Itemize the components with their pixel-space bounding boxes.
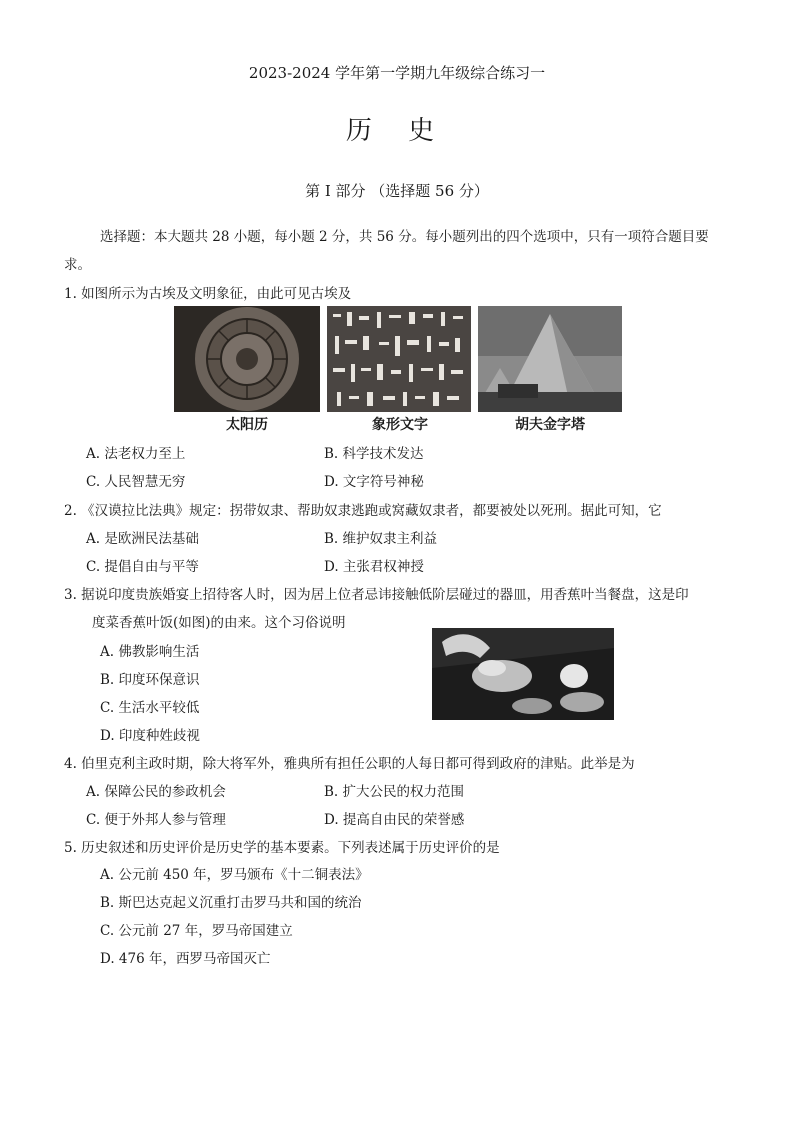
q4-option-a[interactable]: A. 保障公民的参政机会	[86, 784, 226, 800]
q5-option-a[interactable]: A. 公元前 450 年，罗马颁布《十二铜表法》	[100, 867, 369, 883]
q1-option-b[interactable]: B. 科学技术发达	[324, 446, 424, 462]
q4-option-c[interactable]: C. 便于外邦人参与管理	[86, 812, 226, 828]
q5-option-b[interactable]: B. 斯巴达克起义沉重打击罗马共和国的统治	[100, 895, 362, 911]
question-2-stem: 2. 《汉谟拉比法典》规定：拐带奴隶、帮助奴隶逃跑或窝藏奴隶者，都要被处以死刑。据此可知，它	[64, 503, 662, 519]
question-3-stem-cont: 度菜香蕉叶饭(如图)的由来。这个习俗说明	[92, 615, 346, 631]
question-4-stem: 4. 伯里克利主政时期，除大将军外，雅典所有担任公职的人每日都可得到政府的津贴。此举是为	[64, 756, 635, 772]
part-title: 第 I 部分 （选择题 56 分）	[305, 182, 489, 200]
q2-option-d[interactable]: D. 主张君权神授	[324, 559, 424, 575]
sun-calendar-image	[174, 306, 320, 412]
q3-option-c[interactable]: C. 生活水平较低	[100, 700, 200, 716]
q1-option-a[interactable]: A. 法老权力至上	[86, 446, 186, 462]
q3-option-b[interactable]: B. 印度环保意识	[100, 672, 200, 688]
q2-option-c[interactable]: C. 提倡自由与平等	[86, 559, 199, 575]
exam-title: 2023-2024 学年第一学期九年级综合练习一	[248, 64, 546, 82]
q5-option-c[interactable]: C. 公元前 27 年，罗马帝国建立	[100, 923, 293, 939]
q3-option-d[interactable]: D. 印度种姓歧视	[100, 728, 200, 744]
instructions-line-2: 求。	[64, 257, 91, 273]
pyramid-image	[478, 306, 622, 412]
subject-title: 历 史	[345, 116, 449, 146]
caption-hieroglyphs: 象形文字	[372, 417, 428, 433]
q1-option-d[interactable]: D. 文字符号神秘	[324, 474, 424, 490]
instructions-line-1: 选择题：本大题共 28 小题，每小题 2 分，共 56 分。每小题列出的四个选项中，只有一项符合题目要	[100, 229, 709, 245]
q4-option-d[interactable]: D. 提高自由民的荣誉感	[324, 812, 465, 828]
q1-option-c[interactable]: C. 人民智慧无穷	[86, 474, 186, 490]
hieroglyphs-image	[327, 306, 471, 412]
question-5-stem: 5. 历史叙述和历史评价是历史学的基本要素。下列表述属于历史评价的是	[64, 840, 500, 856]
q2-option-b[interactable]: B. 维护奴隶主利益	[324, 531, 438, 547]
q5-option-d[interactable]: D. 476 年，西罗马帝国灭亡	[100, 951, 271, 967]
caption-sun-calendar: 太阳历	[226, 417, 268, 433]
q3-option-a[interactable]: A. 佛教影响生活	[100, 644, 200, 660]
question-1-stem: 1. 如图所示为古埃及文明象征，由此可见古埃及	[64, 286, 352, 302]
caption-pyramid: 胡夫金字塔	[515, 417, 585, 433]
banana-leaf-meal-image	[432, 628, 614, 720]
q4-option-b[interactable]: B. 扩大公民的权力范围	[324, 784, 465, 800]
q2-option-a[interactable]: A. 是欧洲民法基础	[86, 531, 199, 547]
question-3-stem: 3. 据说印度贵族婚宴上招待客人时，因为居上位者忌讳接触低阶层碰过的器皿，用香蕉叶当餐盘，这是印	[64, 587, 689, 603]
